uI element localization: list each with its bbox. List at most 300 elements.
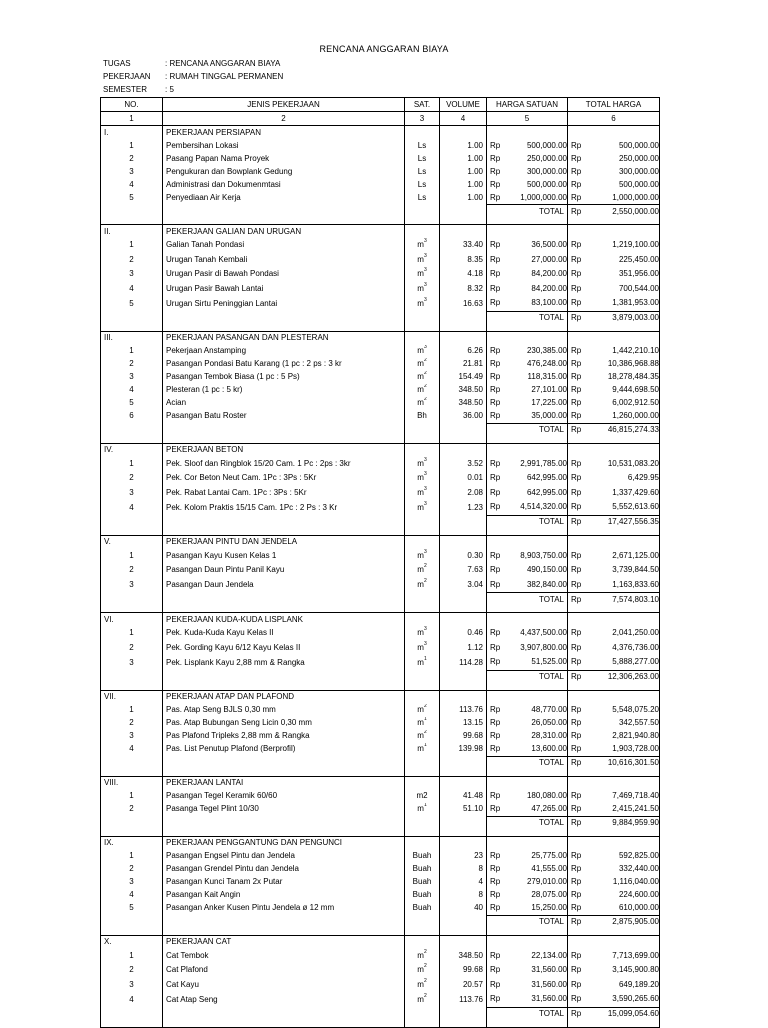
currency-label: Rp bbox=[571, 372, 582, 381]
empty-cell bbox=[440, 225, 487, 239]
item-unit bbox=[405, 152, 440, 165]
unit-exponent: 1 bbox=[423, 716, 427, 722]
item-total-price bbox=[568, 358, 660, 371]
item-unit-price-wrap bbox=[490, 384, 567, 396]
item-volume: 1.00 bbox=[440, 139, 487, 152]
item-unit-price bbox=[487, 978, 568, 993]
item-unit bbox=[405, 876, 440, 889]
empty-cell bbox=[163, 670, 405, 684]
item-unit bbox=[405, 626, 440, 641]
item-volume: 3.04 bbox=[440, 578, 487, 593]
currency-label: Rp bbox=[490, 890, 501, 899]
item-unit-price-wrap bbox=[490, 239, 567, 251]
item-unit-price-value: 118,315.00 bbox=[527, 372, 567, 381]
item-unit bbox=[405, 730, 440, 743]
item-total-price-value: 649,189.20 bbox=[618, 979, 659, 989]
item-volume: 113.76 bbox=[440, 992, 487, 1007]
section-number: II. bbox=[101, 225, 163, 239]
item-unit bbox=[405, 978, 440, 993]
item-total-price-wrap bbox=[571, 550, 659, 562]
item-total-price-value: 342,557.50 bbox=[618, 718, 659, 727]
item-unit-price-value: 35,000.00 bbox=[531, 411, 567, 420]
item-total-price-value: 2,041,250.00 bbox=[612, 628, 659, 638]
empty-cell bbox=[163, 515, 405, 529]
unit-text: m bbox=[417, 550, 424, 560]
currency-label: Rp bbox=[571, 718, 582, 727]
item-unit bbox=[405, 238, 440, 253]
table-row bbox=[101, 655, 660, 670]
item-unit-price-wrap bbox=[490, 283, 567, 295]
empty-cell bbox=[101, 670, 163, 684]
empty-cell bbox=[487, 690, 568, 704]
item-total-price bbox=[568, 282, 660, 297]
item-total-price-value: 2,415,241.50 bbox=[612, 804, 659, 813]
item-unit-price-value: 1,000,000.00 bbox=[520, 192, 567, 202]
item-unit-price-value: 84,200.00 bbox=[531, 269, 567, 279]
currency-label: Rp bbox=[571, 1009, 582, 1018]
item-total-price-value: 1,163,833.60 bbox=[612, 579, 659, 589]
item-unit-price-value: 51,525.00 bbox=[531, 657, 567, 667]
item-total-price-value: 7,713,699.00 bbox=[612, 950, 659, 960]
item-number: 1 bbox=[101, 238, 163, 253]
section-title: PEKERJAAN PERSIAPAN bbox=[163, 126, 405, 140]
empty-cell bbox=[440, 816, 487, 830]
section-total-wrap bbox=[571, 424, 659, 436]
unit-text: m bbox=[417, 385, 424, 394]
unit-exponent: 2 bbox=[423, 357, 427, 363]
item-total-price-value: 5,548,075.20 bbox=[612, 705, 659, 714]
item-total-price bbox=[568, 371, 660, 384]
item-name: Pasangan Batu Roster bbox=[163, 410, 405, 424]
unit-exponent: 2 bbox=[423, 563, 427, 570]
item-total-price-wrap bbox=[571, 239, 659, 251]
item-total-price-wrap bbox=[571, 283, 659, 295]
item-number: 1 bbox=[101, 949, 163, 964]
item-unit-price-wrap bbox=[490, 297, 567, 309]
header-num: 2 bbox=[163, 112, 405, 126]
item-name: Pasangan Daun Jendela bbox=[163, 578, 405, 593]
unit-text: m bbox=[417, 565, 424, 575]
currency-label: Rp bbox=[571, 550, 582, 560]
item-unit bbox=[405, 863, 440, 876]
section-number: VIII. bbox=[101, 776, 163, 790]
item-unit-price-wrap bbox=[490, 358, 567, 370]
item-total-price bbox=[568, 803, 660, 817]
total-label: TOTAL bbox=[487, 816, 568, 830]
unit-text: m bbox=[417, 718, 424, 727]
table-row bbox=[101, 803, 660, 817]
item-number: 3 bbox=[101, 267, 163, 282]
table-row bbox=[101, 345, 660, 358]
item-total-price bbox=[568, 500, 660, 515]
currency-label: Rp bbox=[571, 153, 582, 163]
empty-cell bbox=[568, 690, 660, 704]
item-total-price-wrap bbox=[571, 268, 659, 280]
empty-cell bbox=[568, 613, 660, 627]
section-total-wrap bbox=[571, 1008, 659, 1020]
item-unit bbox=[405, 563, 440, 578]
item-unit-price-wrap bbox=[490, 192, 567, 204]
empty-cell bbox=[405, 836, 440, 850]
section-total-wrap bbox=[571, 516, 659, 528]
header-num: 6 bbox=[568, 112, 660, 126]
empty-cell bbox=[405, 535, 440, 549]
unit-text: m bbox=[417, 705, 424, 714]
section-title: PEKERJAAN KUDA-KUDA LISPLANK bbox=[163, 613, 405, 627]
item-unit-price bbox=[487, 165, 568, 178]
item-total-price-value: 1,903,728.00 bbox=[612, 744, 659, 753]
item-total-price-value: 6,429.95 bbox=[627, 473, 659, 483]
empty-cell bbox=[440, 756, 487, 770]
item-unit bbox=[405, 267, 440, 282]
currency-label: Rp bbox=[571, 425, 582, 434]
currency-label: Rp bbox=[490, 877, 501, 886]
item-unit-price-wrap bbox=[490, 863, 567, 875]
item-unit-price bbox=[487, 790, 568, 803]
empty-cell bbox=[163, 1007, 405, 1021]
item-volume: 348.50 bbox=[440, 397, 487, 410]
item-name: Pengukuran dan Bowplank Gedung bbox=[163, 165, 405, 178]
item-total-price-wrap bbox=[571, 166, 659, 178]
item-unit bbox=[405, 486, 440, 501]
empty-cell bbox=[101, 515, 163, 529]
currency-label: Rp bbox=[571, 864, 582, 873]
item-total-price-value: 1,116,040.00 bbox=[612, 877, 659, 886]
item-name: Pasangan Kunci Tanam 2x Putar bbox=[163, 876, 405, 889]
item-unit-price bbox=[487, 457, 568, 472]
total-label: TOTAL bbox=[487, 423, 568, 437]
currency-label: Rp bbox=[490, 166, 501, 176]
item-unit-price bbox=[487, 949, 568, 964]
table-row bbox=[101, 267, 660, 282]
table-row bbox=[101, 152, 660, 165]
item-volume: 8.35 bbox=[440, 253, 487, 268]
item-volume: 99.68 bbox=[440, 963, 487, 978]
item-total-price-value: 250,000.00 bbox=[618, 153, 659, 163]
item-name: Penyediaan Air Kerja bbox=[163, 191, 405, 205]
empty-cell bbox=[405, 690, 440, 704]
item-total-price bbox=[568, 345, 660, 358]
item-unit-price-value: 642,995.00 bbox=[526, 487, 567, 497]
item-unit bbox=[405, 178, 440, 191]
unit-exponent: 3 bbox=[423, 485, 427, 492]
currency-label: Rp bbox=[490, 240, 501, 250]
header-num: 5 bbox=[487, 112, 568, 126]
item-unit-price-value: 27,101.00 bbox=[531, 385, 567, 394]
currency-label: Rp bbox=[571, 579, 582, 589]
section-total-row bbox=[101, 423, 660, 437]
empty-cell bbox=[568, 836, 660, 850]
table-row bbox=[101, 410, 660, 424]
item-unit-price-value: 3,907,800.00 bbox=[520, 642, 567, 652]
currency-label: Rp bbox=[571, 269, 582, 279]
item-total-price bbox=[568, 397, 660, 410]
item-volume: 0.30 bbox=[440, 549, 487, 564]
section-total bbox=[568, 593, 660, 607]
table-row bbox=[101, 704, 660, 717]
unit-exponent: 2 bbox=[423, 963, 427, 970]
section-total-value: 3,879,003.00 bbox=[612, 313, 659, 322]
empty-cell bbox=[405, 126, 440, 140]
item-total-price bbox=[568, 889, 660, 902]
currency-label: Rp bbox=[490, 346, 501, 355]
section-total-row bbox=[101, 1007, 660, 1021]
unit-exponent: 2 bbox=[423, 370, 427, 376]
item-name: Pas. List Penutup Plafond (Berprofil) bbox=[163, 743, 405, 757]
item-total-price bbox=[568, 410, 660, 424]
unit-exponent: 3 bbox=[423, 548, 427, 555]
header-sat: SAT. bbox=[405, 98, 440, 112]
table-row bbox=[101, 626, 660, 641]
empty-cell bbox=[405, 1007, 440, 1021]
item-unit-price-value: 13,600.00 bbox=[531, 744, 567, 753]
item-total-price bbox=[568, 655, 660, 670]
item-total-price bbox=[568, 267, 660, 282]
section-total-row bbox=[101, 515, 660, 529]
currency-label: Rp bbox=[571, 346, 582, 355]
unit-text: Buah bbox=[412, 890, 432, 899]
item-volume: 348.50 bbox=[440, 384, 487, 397]
item-number: 2 bbox=[101, 358, 163, 371]
currency-label: Rp bbox=[490, 979, 501, 989]
empty-cell bbox=[568, 225, 660, 239]
table-row bbox=[101, 296, 660, 311]
table-row bbox=[101, 730, 660, 743]
item-volume: 1.00 bbox=[440, 191, 487, 205]
item-unit-price bbox=[487, 500, 568, 515]
item-unit-price bbox=[487, 178, 568, 191]
item-unit-price bbox=[487, 863, 568, 876]
item-volume: 33.40 bbox=[440, 238, 487, 253]
item-total-price bbox=[568, 902, 660, 916]
item-unit-price-wrap bbox=[490, 850, 567, 862]
item-unit-price-wrap bbox=[490, 993, 567, 1005]
item-unit-price-wrap bbox=[490, 730, 567, 742]
currency-label: Rp bbox=[571, 705, 582, 714]
item-name: Pasangan Grendel Pintu dan Jendela bbox=[163, 863, 405, 876]
currency-label: Rp bbox=[490, 851, 501, 860]
unit-text: m bbox=[417, 372, 424, 381]
item-volume: 4.18 bbox=[440, 267, 487, 282]
item-unit bbox=[405, 803, 440, 817]
item-name: Pasangan Anker Kusen Pintu Jendela ø 12 mm bbox=[163, 902, 405, 916]
header-volume: VOLUME bbox=[440, 98, 487, 112]
item-unit-price bbox=[487, 992, 568, 1007]
currency-label: Rp bbox=[571, 804, 582, 813]
item-total-price-wrap bbox=[571, 642, 659, 654]
item-volume: 348.50 bbox=[440, 949, 487, 964]
item-total-price bbox=[568, 963, 660, 978]
item-total-price-wrap bbox=[571, 192, 659, 204]
item-total-price bbox=[568, 949, 660, 964]
item-total-price bbox=[568, 486, 660, 501]
currency-label: Rp bbox=[490, 628, 501, 638]
item-name: Pasang Papan Nama Proyek bbox=[163, 152, 405, 165]
item-unit bbox=[405, 371, 440, 384]
section-total-wrap bbox=[571, 312, 659, 324]
item-total-price-value: 18,278,484.35 bbox=[607, 372, 659, 381]
item-unit-price-wrap bbox=[490, 627, 567, 639]
unit-exponent: 3 bbox=[423, 238, 427, 245]
item-total-price-wrap bbox=[571, 979, 659, 991]
budget-table bbox=[100, 97, 660, 1028]
table-row bbox=[101, 191, 660, 205]
item-total-price-value: 6,002,912.50 bbox=[612, 398, 659, 407]
item-number: 3 bbox=[101, 730, 163, 743]
section-number: III. bbox=[101, 331, 163, 345]
item-unit-price-wrap bbox=[490, 964, 567, 976]
item-number: 1 bbox=[101, 549, 163, 564]
item-unit bbox=[405, 655, 440, 670]
item-unit-price bbox=[487, 704, 568, 717]
currency-label: Rp bbox=[571, 254, 582, 264]
item-unit-price-wrap bbox=[490, 153, 567, 165]
table-row bbox=[101, 717, 660, 730]
section-number: V. bbox=[101, 535, 163, 549]
currency-label: Rp bbox=[490, 994, 501, 1004]
item-unit bbox=[405, 578, 440, 593]
table-row bbox=[101, 471, 660, 486]
empty-cell bbox=[487, 331, 568, 345]
total-label: TOTAL bbox=[487, 915, 568, 929]
item-unit-price-value: 83,100.00 bbox=[531, 298, 567, 308]
section-number: IV. bbox=[101, 443, 163, 457]
item-total-price bbox=[568, 717, 660, 730]
item-volume: 114.28 bbox=[440, 655, 487, 670]
currency-label: Rp bbox=[490, 140, 501, 150]
unit-exponent: 1 bbox=[423, 655, 427, 662]
item-name: Pas. Atap Seng BJLS 0,30 mm bbox=[163, 704, 405, 717]
item-unit-price-wrap bbox=[490, 642, 567, 654]
empty-cell bbox=[440, 593, 487, 607]
item-total-price-value: 1,219,100.00 bbox=[612, 240, 659, 250]
empty-cell bbox=[440, 935, 487, 949]
item-total-price-wrap bbox=[571, 397, 659, 409]
empty-cell bbox=[405, 331, 440, 345]
empty-cell bbox=[440, 443, 487, 457]
item-unit bbox=[405, 384, 440, 397]
currency-label: Rp bbox=[490, 804, 501, 813]
header-no: NO. bbox=[101, 98, 163, 112]
currency-label: Rp bbox=[571, 917, 582, 926]
currency-label: Rp bbox=[490, 254, 501, 264]
item-total-price bbox=[568, 549, 660, 564]
item-volume: 16.63 bbox=[440, 296, 487, 311]
empty-cell bbox=[101, 205, 163, 219]
item-volume: 8.32 bbox=[440, 282, 487, 297]
item-number: 1 bbox=[101, 704, 163, 717]
section-header-row bbox=[101, 836, 660, 850]
currency-label: Rp bbox=[571, 594, 582, 604]
section-header-row bbox=[101, 613, 660, 627]
item-volume: 6.26 bbox=[440, 345, 487, 358]
item-unit bbox=[405, 358, 440, 371]
currency-label: Rp bbox=[571, 298, 582, 308]
item-volume: 1.12 bbox=[440, 641, 487, 656]
unit-text: Ls bbox=[417, 140, 427, 150]
item-unit-price-wrap bbox=[490, 179, 567, 191]
item-total-price bbox=[568, 978, 660, 993]
table-row bbox=[101, 358, 660, 371]
currency-label: Rp bbox=[571, 166, 582, 176]
item-total-price-value: 10,531,083.20 bbox=[607, 458, 659, 468]
item-unit-price bbox=[487, 345, 568, 358]
item-unit-price-value: 15,250.00 bbox=[531, 903, 567, 912]
currency-label: Rp bbox=[490, 705, 501, 714]
item-unit-price-wrap bbox=[490, 472, 567, 484]
section-number: VI. bbox=[101, 613, 163, 627]
empty-cell bbox=[405, 311, 440, 325]
item-total-price-value: 3,145,900.80 bbox=[612, 965, 659, 975]
item-volume: 1.23 bbox=[440, 500, 487, 515]
unit-exponent: 2 bbox=[423, 396, 427, 402]
item-total-price bbox=[568, 730, 660, 743]
section-total-wrap bbox=[571, 757, 659, 769]
item-total-price-value: 592,825.00 bbox=[618, 851, 659, 860]
item-total-price bbox=[568, 863, 660, 876]
unit-text: m bbox=[417, 283, 424, 293]
empty-cell bbox=[568, 535, 660, 549]
table-row bbox=[101, 790, 660, 803]
section-total bbox=[568, 515, 660, 529]
item-name: Urugan Tanah Kembali bbox=[163, 253, 405, 268]
item-number: 3 bbox=[101, 371, 163, 384]
currency-label: Rp bbox=[571, 950, 582, 960]
item-total-price bbox=[568, 139, 660, 152]
item-unit-price-value: 28,075.00 bbox=[531, 890, 567, 899]
item-unit-price-value: 250,000.00 bbox=[526, 153, 567, 163]
table-row bbox=[101, 863, 660, 876]
section-header-row bbox=[101, 935, 660, 949]
item-volume: 8 bbox=[440, 863, 487, 876]
currency-label: Rp bbox=[490, 398, 501, 407]
table-row bbox=[101, 949, 660, 964]
item-total-price-wrap bbox=[571, 704, 659, 716]
section-total-row bbox=[101, 670, 660, 684]
item-name: Cat Tembok bbox=[163, 949, 405, 964]
unit-text: Buah bbox=[412, 877, 432, 886]
currency-label: Rp bbox=[490, 550, 501, 560]
item-total-price-value: 3,590,265.60 bbox=[612, 994, 659, 1004]
empty-cell bbox=[487, 836, 568, 850]
section-number: X. bbox=[101, 935, 163, 949]
currency-label: Rp bbox=[571, 411, 582, 420]
item-number: 2 bbox=[101, 863, 163, 876]
currency-label: Rp bbox=[490, 179, 501, 189]
item-unit bbox=[405, 253, 440, 268]
empty-cell bbox=[101, 756, 163, 770]
item-total-price-value: 225,450.00 bbox=[618, 254, 659, 264]
item-volume: 154.49 bbox=[440, 371, 487, 384]
unit-exponent: 2 bbox=[423, 578, 427, 584]
empty-cell bbox=[440, 670, 487, 684]
currency-label: Rp bbox=[571, 206, 582, 216]
item-total-price bbox=[568, 850, 660, 863]
unit-exponent: 2 bbox=[423, 992, 427, 999]
table-row bbox=[101, 889, 660, 902]
section-total-value: 17,427,556.35 bbox=[607, 517, 659, 526]
item-total-price-value: 700,544.00 bbox=[618, 283, 659, 293]
total-label: TOTAL bbox=[487, 1007, 568, 1021]
item-total-price-wrap bbox=[571, 358, 659, 370]
item-total-price-wrap bbox=[571, 803, 659, 815]
item-unit-price-wrap bbox=[490, 140, 567, 152]
item-unit bbox=[405, 850, 440, 863]
item-unit-price-value: 500,000.00 bbox=[526, 140, 567, 150]
item-name: Pek. Sloof dan Ringblok 15/20 Cam. 1 Pc : 2ps : 3kr bbox=[163, 457, 405, 472]
item-total-price-value: 1,442,210.10 bbox=[612, 346, 659, 355]
section-total-value: 46,815,274.33 bbox=[607, 425, 659, 434]
